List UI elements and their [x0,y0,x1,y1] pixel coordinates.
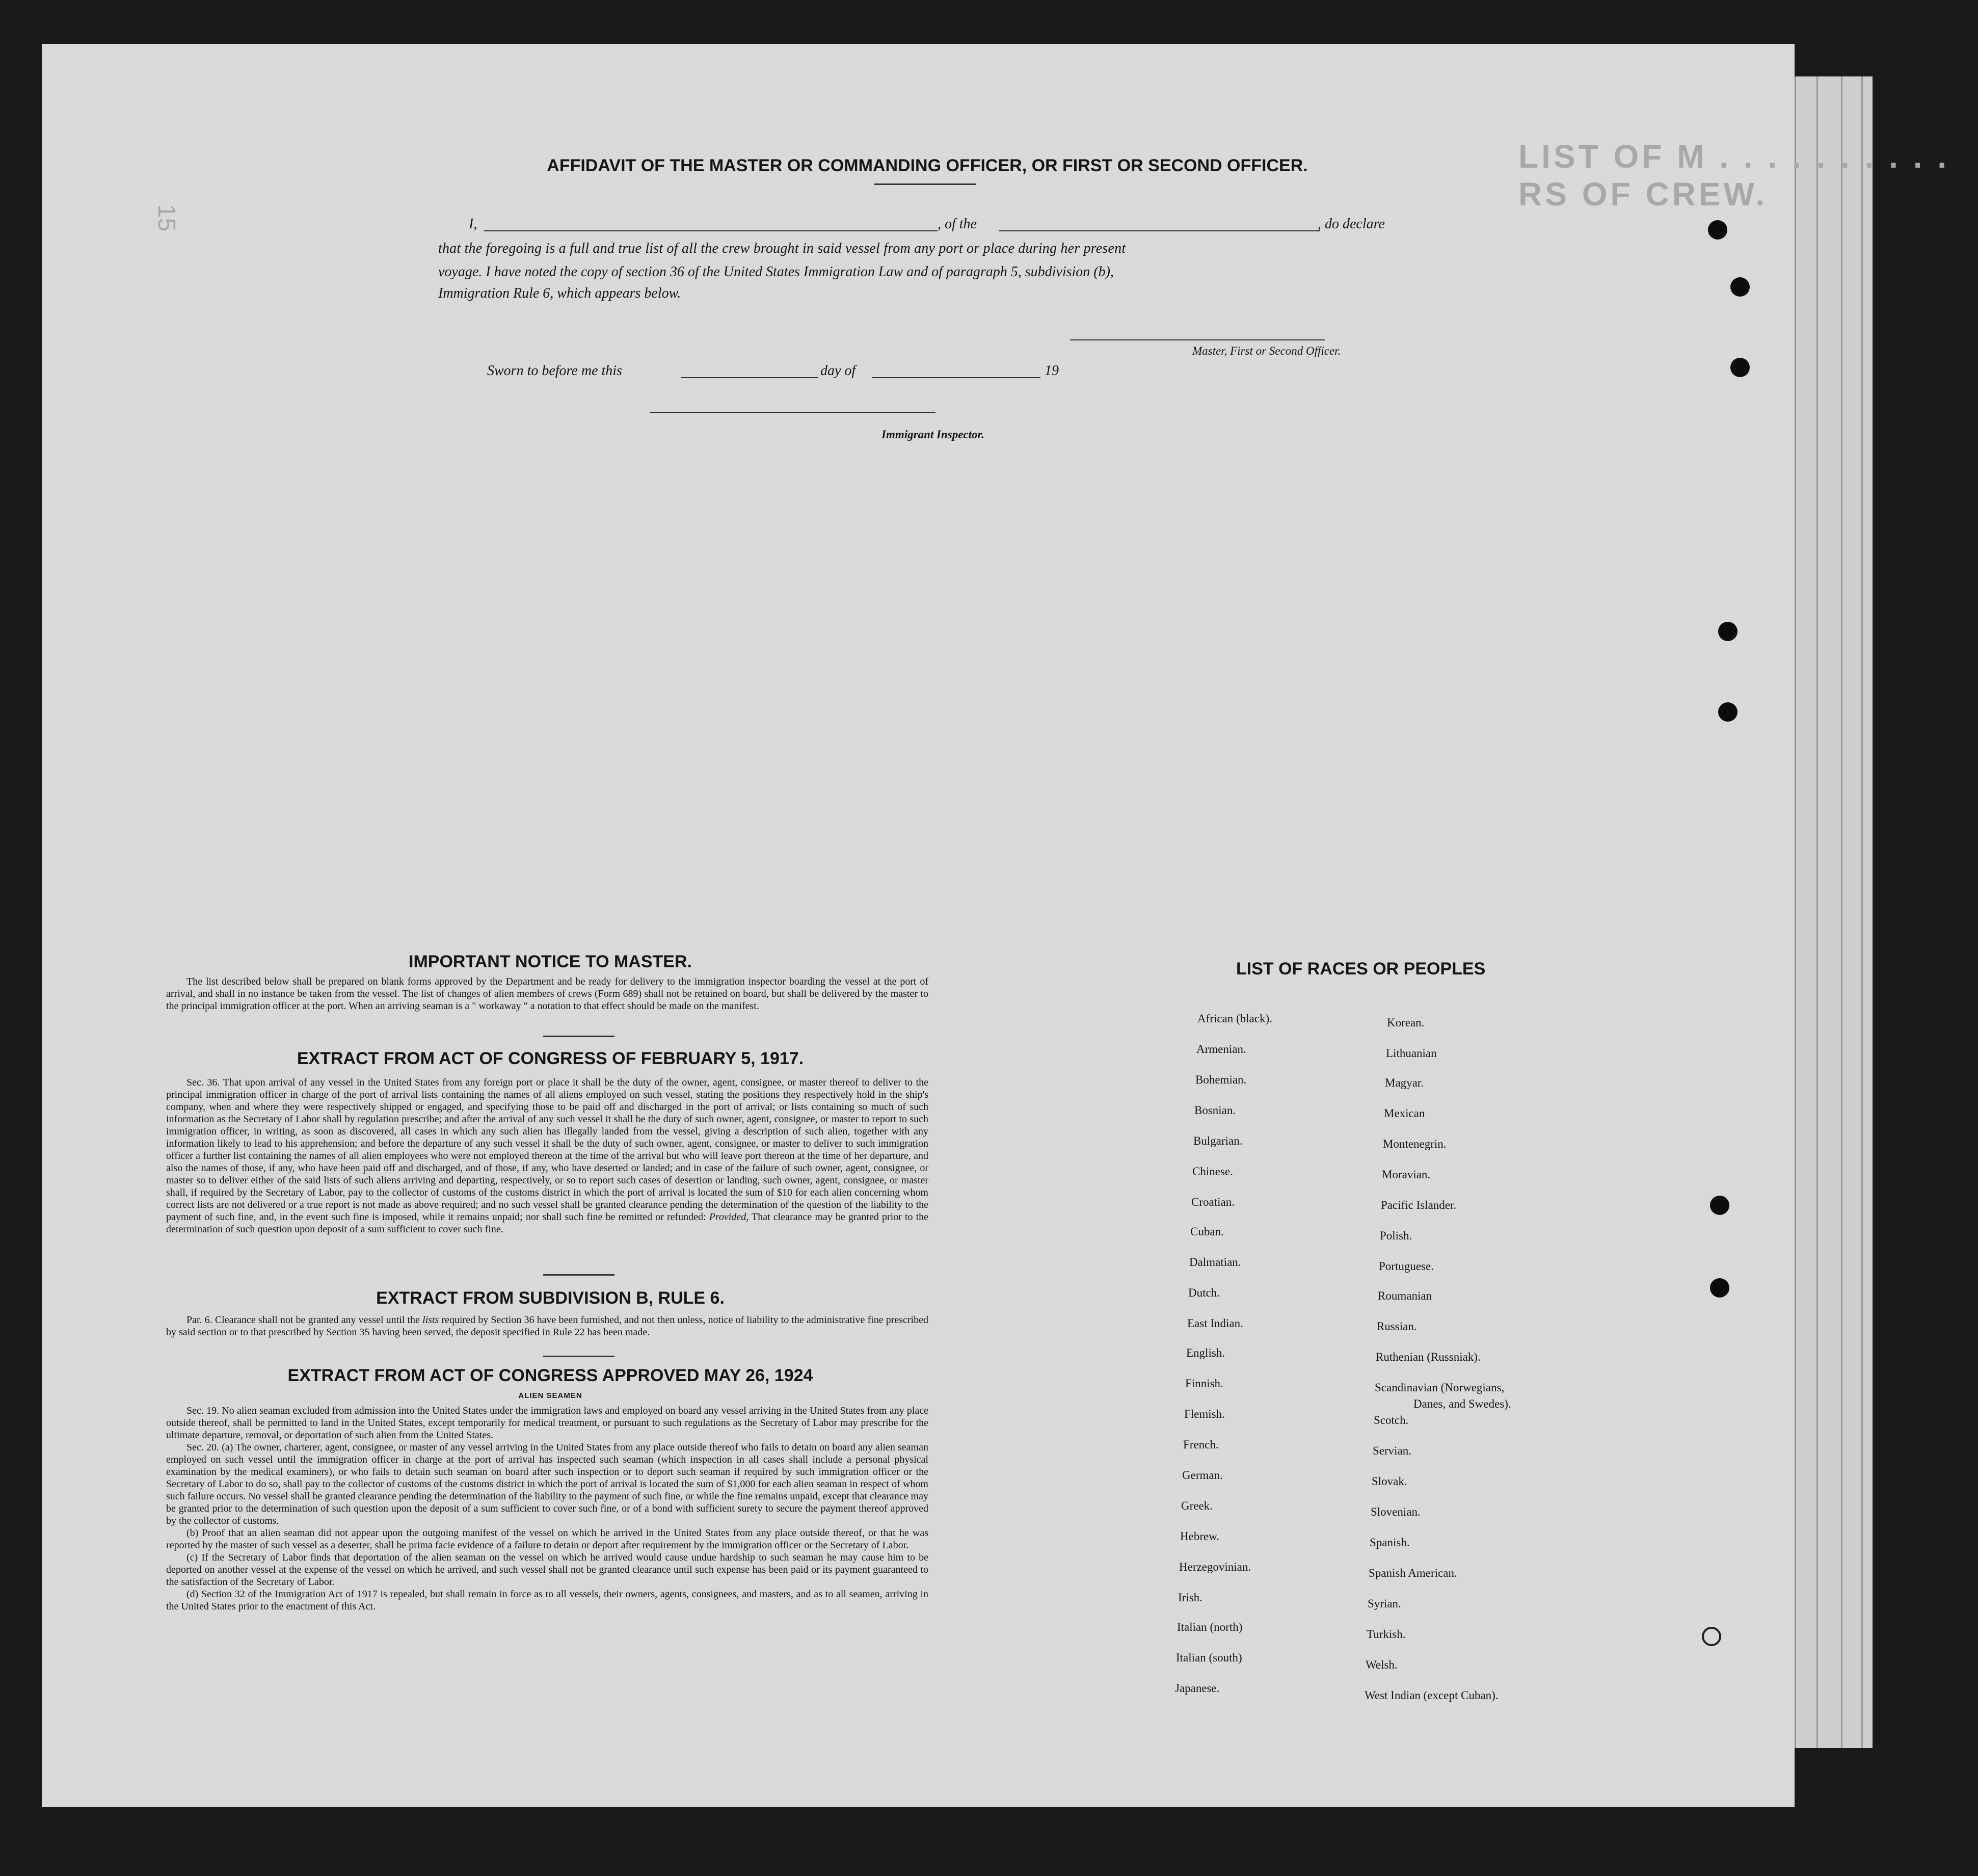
race-right-item: Slovenian. [1371,1505,1421,1518]
affidavit-line-4: Immigration Rule 6, which appears below. [438,285,681,301]
race-left-item: Chinese. [1192,1165,1233,1178]
notice-text: The list described below shall be prepared on blank forms approved by the Department and be ready for delivery to the immigration inspector boarding the vessel at the port of arrival, and shall in no instance be taken from the vessel. The list of changes of alien members of crews (Form 689) shall not be retained on board, but shall be delivered by the master to the principal immigration officer at the port. When an arriving seaman is a " workaway " a notation to that effect should be made on the manifest. [166,976,928,1012]
extract-rule6-body [166,1314,928,1338]
section-20b-text: (b) Proof that an alien seaman did not appear upon the outgoing manifest of the vessel on which he arrived in the United States from any place outside thereof, or that he was reported by the master of such vessel as a deserter, shall be prima facie evidence of a failure to detain or deport after requirement by the immigration officer or the Secretary of Labor. [166,1527,928,1551]
section-label: Sec. 36. [186,1077,220,1088]
race-right-item: Korean. [1387,1016,1425,1029]
race-right-item: Montenegrin. [1383,1138,1447,1150]
affidavit-i-label: I, [469,216,477,232]
extract-1917-body [166,1076,928,1235]
race-left-item: Italian (north) [1177,1621,1243,1633]
race-left-item: Dutch. [1188,1286,1220,1299]
notice-title: IMPORTANT NOTICE TO MASTER. [409,952,692,971]
race-right-item: Turkish. [1367,1628,1406,1641]
notice-body [166,975,928,1012]
page-edge-stack [1795,76,1873,1748]
affidavit-title: AFFIDAVIT OF THE MASTER OR COMMANDING OFFICER, OR FIRST OR SECOND OFFICER. [547,156,1308,175]
race-right-item: Ruthenian (Russniak). [1376,1351,1481,1363]
section-36-text-end: That clearance may be granted prior to the determination of such question upon deposit of a sum sufficient to cover such fine. [166,1211,929,1235]
rule6-text: Par. 6. Clearance shall not be granted any vessel until the [186,1314,420,1326]
name-blank-line [484,230,938,231]
race-right-item: Servian. [1373,1444,1412,1457]
binder-hole [1730,277,1750,297]
rule6-text-end: required by Section 36 have been furnished, and not then unless, notice of liability to the administrative fine prescribed by said section or to that prescribed by Section 35 having been served, the deposit specified in Rule 22 has been made. [166,1314,928,1338]
section-20a-text: Sec. 20. (a) The owner, charterer, agent, consignee, or master of any vessel arriving in the United States from any place outside thereof who fails to detain on board any alien seaman employed on such vessel until the immigration officer in charge at the port of arrival has inspected such seaman (which inspection in all cases shall include a personal physical examination by the medical examiners), or who fails to detain such seaman on board after such inspection or to deport such seaman if required by such immigration officer or the Secretary of Labor to do so, shall pay to the collector of customs of the customs district in which the port of arrival is located the sum of $1,000 for each alien seaman in respect of whom such failure occurs. No vessel shall be granted clearance pending the determination of the liability to the payment of such fine, or while the fine remains unpaid, except that clearance may be granted prior to the determination of such question upon the deposit of a sum sufficient to cover such fine, or of a bond with sufficient surety to secure the payment thereof approved by the collector of customs. [166,1442,928,1526]
race-right-item: Russian. [1377,1320,1417,1333]
race-left-item: Herzegovinian. [1179,1561,1251,1573]
bleed-through-text: LIST OF M . . . . . . . . . . RS OF CREW. [1518,138,1950,213]
divider [543,1036,614,1037]
section-19-text: Sec. 19. No alien seaman excluded from admission into the United States under the immigration laws and employed on board any vessel arriving in the United States from any place outside thereof, shall be permitted to land in the United States, except temporarily for medical treatment, or pursuant to such regulations as the Secretary of Labor may prescribe for the ultimate departure, removal, or deportation of such alien from the United States. [166,1405,928,1441]
race-right-item: Pacific Islander. [1381,1199,1457,1211]
master-signature-line [1070,339,1325,340]
race-right-item: Polish. [1380,1229,1412,1242]
race-left-item: East Indian. [1187,1317,1243,1330]
page-edge-line [1841,76,1842,1748]
binder-hole [1702,1627,1721,1646]
extract-1924-title: EXTRACT FROM ACT OF CONGRESS APPROVED MAY 26, 1924 [287,1366,813,1385]
binder-hole [1730,358,1750,377]
race-left-item: Bohemian. [1195,1073,1247,1086]
divider [543,1356,614,1357]
extract-1924-body [166,1405,928,1613]
binder-hole [1710,1196,1729,1215]
binder-hole [1708,220,1727,240]
affidavit-line-3: voyage. I have noted the copy of section 36 of the United States Immigration Law and of paragraph 5, subdivision (b), [438,264,1114,280]
binder-hole [1718,622,1738,641]
vessel-blank-line [999,230,1320,231]
lists-label: lists [422,1314,439,1326]
race-left-item: Greek. [1181,1499,1213,1512]
race-right-item: Mexican [1384,1107,1425,1120]
inspector-signature-line [650,412,935,413]
race-right-item: Scandinavian (Norwegians, [1375,1381,1505,1394]
sworn-label: Sworn to before me this [487,363,622,379]
master-signature-label: Master, First or Second Officer. [1192,345,1341,357]
race-left-item: Italian (south) [1176,1651,1242,1664]
race-right-item: Spanish. [1370,1536,1410,1549]
affidavit-line-2: that the foregoing is a full and true list of all the crew brought in said vessel from any port or place during her present [438,241,1126,256]
race-right-item: Syrian. [1368,1597,1401,1610]
affidavit-of-the-label: , of the [938,216,977,232]
race-left-item: Croatian. [1191,1196,1235,1208]
inspector-label: Immigrant Inspector. [881,428,984,441]
race-right-item: West Indian (except Cuban). [1365,1689,1499,1702]
races-title: LIST OF RACES OR PEOPLES [1236,959,1486,979]
race-left-item: Cuban. [1190,1225,1224,1238]
race-right-item: Portuguese. [1379,1260,1434,1273]
divider [874,183,976,185]
race-left-item: Irish. [1178,1591,1202,1604]
binder-hole [1718,702,1738,722]
binder-hole [1710,1278,1729,1298]
race-left-item: French. [1183,1438,1219,1451]
provided-label: Provided, [709,1211,749,1223]
extract-rule6-title: EXTRACT FROM SUBDIVISION B, RULE 6. [376,1288,725,1308]
race-left-item: Dalmatian. [1189,1256,1241,1269]
race-right-item: Lithuanian [1386,1047,1437,1060]
race-left-item: African (black). [1197,1012,1272,1025]
race-right-item: Moravian. [1382,1168,1431,1181]
year-label: 19 [1045,363,1059,379]
race-left-item: Flemish. [1184,1408,1225,1420]
page-number: 15 [153,204,180,232]
race-left-item: Japanese. [1175,1682,1220,1695]
race-left-item: Finnish. [1185,1377,1223,1390]
race-right-item: Welsh. [1366,1658,1398,1671]
page-edge-line [1861,76,1863,1748]
race-right-item: Spanish American. [1369,1567,1457,1579]
extract-1924-subtitle: ALIEN SEAMEN [518,1391,582,1400]
race-left-item: Bulgarian. [1193,1134,1243,1147]
race-right-item: Magyar. [1385,1076,1424,1089]
section-20c-text: (c) If the Secretary of Labor finds that deportation of the alien seaman on the vessel on which he arrived would cause undue hardship to such seaman he may cause him to be deported on another vessel at the expense of the vessel on which he arrived, and such vessel shall not be granted clearance until such expense has been paid or its payment guaranteed to the satisfaction of the Secretary of Labor. [166,1552,928,1588]
affidavit-do-declare-label: , do declare [1318,216,1385,232]
race-right-item: Danes, and Swedes). [1413,1397,1511,1410]
sworn-month-line [872,377,1040,378]
sworn-day-line [681,377,818,378]
race-left-item: German. [1182,1469,1223,1482]
race-left-item: Hebrew. [1180,1530,1220,1543]
extract-1917-title: EXTRACT FROM ACT OF CONGRESS OF FEBRUARY 5, 1917. [297,1049,804,1068]
section-20d-text: (d) Section 32 of the Immigration Act of 1917 is repealed, but shall remain in force as to all vessels, their owners, agents, consignees, and masters, and as to all seamen, arriving in the United States prior to the enactment of this Act. [166,1589,928,1612]
race-right-item: Slovak. [1372,1475,1407,1488]
race-left-item: English. [1186,1346,1225,1359]
race-right-item: Scotch. [1374,1414,1409,1426]
race-left-item: Bosnian. [1194,1104,1236,1117]
race-left-item: Armenian. [1196,1043,1246,1055]
divider [543,1274,614,1276]
page-edge-line [1816,76,1818,1748]
race-right-item: Roumanian [1378,1289,1432,1302]
day-of-label: day of [820,363,856,379]
section-36-text: That upon arrival of any vessel in the United States from any foreign port or place it shall be the duty of the owner, agent, consignee, or master thereof to deliver to the principal immigration officer in charge of the port of arrival lists containing the names of all aliens employed on such vessel, stating the positions they respectively hold in the ship's company, when and where they were respectively shipped or engaged, and specifying those to be paid off and discharged in the port of arrival; or lists containing so much of such information as the Secretary of Labor shall by regulation prescribe; and after the arrival of any such vessel it shall be the duty of such owner, agent, consignee, or master to report to such immigration officer, in writing, as soon as discovered, all cases in which any such alien has illegally landed from the vessel, giving a description of such alien, together with any information likely to lead to his apprehension; and before the departure of any such vessel it shall be the duty of such owner, agent, consignee, or master to deliver to such immigration officer a further list containing the names of all alien employees who were not employed thereon at the time of the arrival but who will leave port thereon at the time of her departure, and also the names of those, if any, who have been paid off and discharged, and of those, if any, who have deserted or landed; and in case of the failure of such owner, agent, consignee, or master so to deliver either of the said lists of such aliens arriving and departing, respectively, or so to report such cases of desertion or landing, such owner, agent, consignee, or master shall, if required by the Secretary of Labor, pay to the collector of customs of the customs district in which the port of arrival is located the sum of $10 for each alien concerning whom correct lists are not delivered or a true report is not made as above required; and no such vessel shall be granted clearance pending the determination of the question of the liability to the payment of such fine, and, in the event such fine is imposed, while it remains unpaid; nor shall such fine be remitted or refunded: [166,1077,928,1223]
